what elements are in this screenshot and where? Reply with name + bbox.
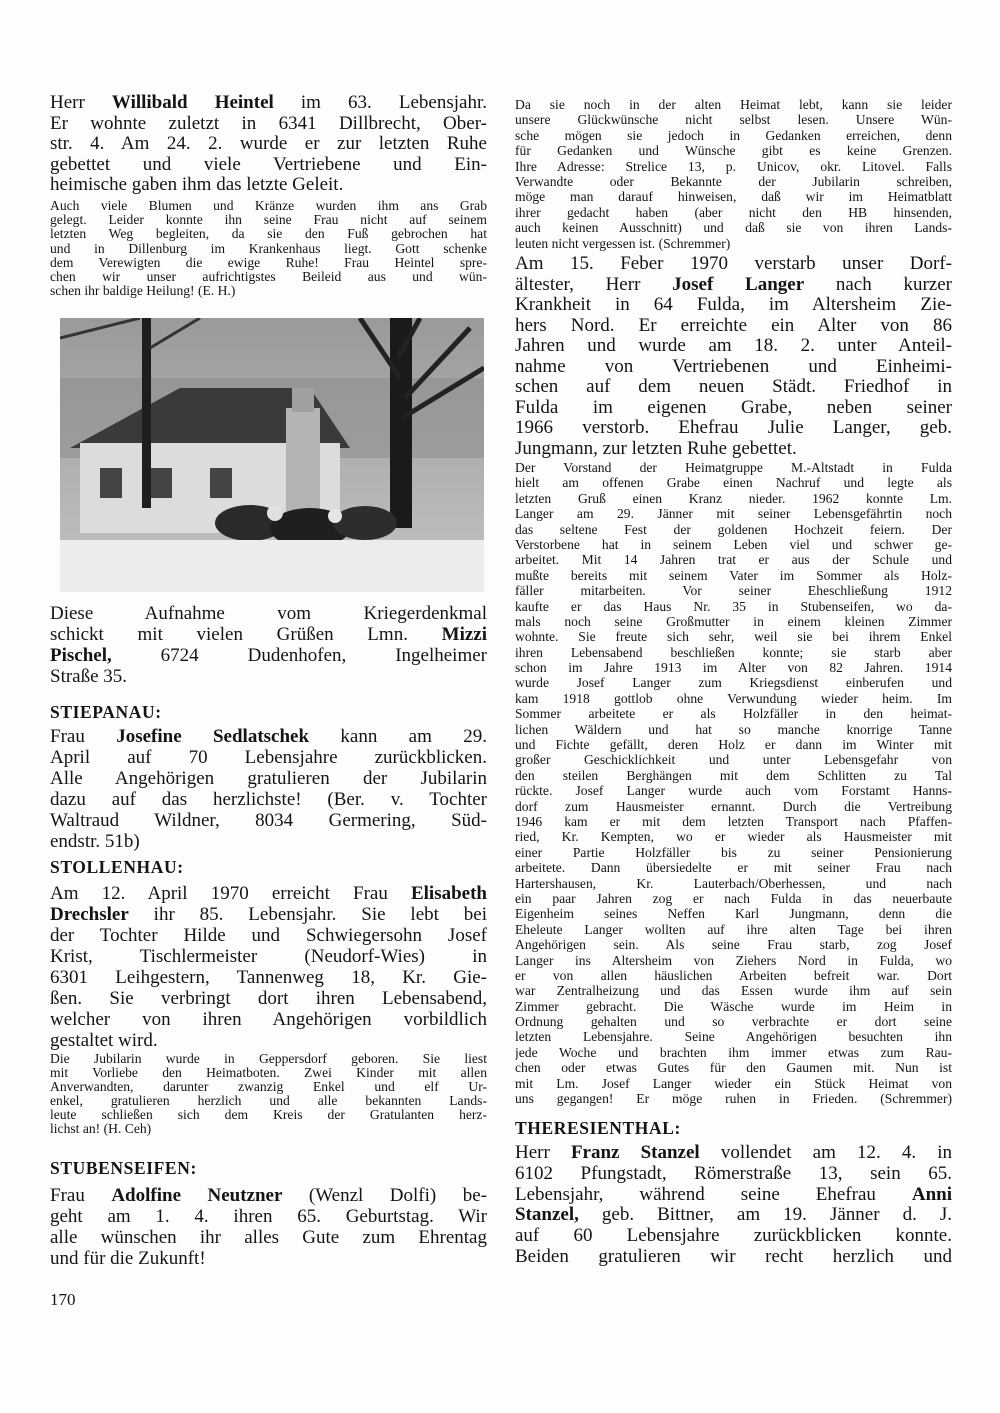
text-line: wohnte. Sie freute sich sehr, weil sie bei ihrem Enkel — [515, 629, 952, 645]
text-line: möge man darauf hinweisen, daß wir im Heimatblatt — [515, 189, 952, 205]
text-line: ßen. Sie verbringt dort ihren Lebensabend, — [50, 988, 487, 1009]
text-line: Waltraud Wildner, 8034 Germering, Süd- — [50, 810, 487, 831]
text-line: sche mögen sie jedoch in Gedanken erreichen, denn — [515, 127, 952, 143]
text-line: großer Geschicklichkeit und unter Lebensgefahr von — [515, 752, 952, 768]
bold-name: Elisabeth — [410, 883, 487, 904]
bold-name: Willibald Heintel — [111, 93, 274, 113]
text-line: ried, Kr. Kempten, wo er wieder als Hausmeister mit — [515, 829, 952, 845]
text-line: 1946 kam er mit dem letzten Transport nach Pfaffen- — [515, 813, 952, 829]
text-line: geht am 1. 4. ihren 65. Geburtstag. Wir — [50, 1206, 487, 1227]
text-line: Anverwandten, darunter zwanzig Enkel und elf Ur- — [50, 1080, 487, 1094]
text-segment: vollendet am 12. 4. in — [699, 1143, 952, 1163]
text-line: welcher von ihren Angehörigen vorbildlich — [50, 1009, 487, 1030]
text-line: mals noch seine Großmutter in einem kleinen Zimmer — [515, 613, 952, 629]
text-line: Langer ins Altersheim von Ziehers Nord in Fulda, wo — [515, 952, 952, 968]
text-segment: Lebensjahr, während seine Ehefrau — [515, 1184, 912, 1205]
para-neutzner — [50, 1185, 487, 1269]
para-langer-biography — [515, 460, 952, 1106]
text-line: leuten nicht vergessen ist. (Schremmer) — [515, 235, 731, 251]
para-jubilarin-address — [515, 97, 952, 251]
text-segment: (Wenzl Dolfi) be- — [282, 1185, 487, 1206]
text-line: auch keinen Ausschnitt) und daß sie von ihren Lands- — [515, 220, 952, 236]
text-line: auf 60 Lebensjahre zurückblicken konnte. — [515, 1226, 952, 1247]
bold-name: Josefine Sedlatschek — [116, 726, 310, 747]
text-line: Jungmann, zur letzten Ruhe gebettet. — [515, 438, 797, 459]
text-line: war Zentralheizung und das Essen wurde ihm auf sein — [515, 983, 952, 999]
text-line: leute schließen sich dem Kreis der Gratulanten herz- — [50, 1108, 487, 1122]
text-line: endstr. 51b) — [50, 831, 140, 852]
text-line: Am 15. Feber 1970 verstarb unser Dorf- — [515, 254, 952, 274]
text-line: Zimmer gebracht. Die Wäsche wurde im Heim in — [515, 998, 952, 1014]
text-line — [50, 93, 487, 114]
text-line — [50, 904, 487, 925]
text-line: lichst an! (H. Ceh) — [50, 1122, 152, 1136]
text-line: 1966 verstorb. Ehefrau Julie Langer, geb. — [515, 418, 952, 438]
text-line: fäller mitarbeiten. Vor seiner Eheschließung 1912 — [515, 583, 952, 599]
para-langer-obituary — [515, 254, 952, 459]
section-heading-stubenseifen: STUBENSEIFEN: — [50, 1158, 197, 1178]
text-line: alle wünschen ihr alles Gute zum Ehrentag — [50, 1227, 487, 1248]
text-line: uns gegangen! Er möge ruhen in Frieden. (Schremmer) — [515, 1091, 952, 1107]
text-line: Jahren und wurde am 18. 2. unter Anteil- — [515, 336, 952, 356]
text-line: ihrer gedacht haben (aber nicht den HB hinsenden, — [515, 204, 952, 220]
text-line: mußte bereits mit seinem Vater im Sommer als Holz- — [515, 567, 952, 583]
text-segment: Am 12. April 1970 erreicht Frau — [50, 883, 411, 904]
text-line: und in Dillenburg im Krankenhaus liegt. Gott schenke — [50, 241, 487, 256]
text-line: gestaltet wird. — [50, 1030, 158, 1051]
text-line: Angehörigen sein. Als seine Frau starb, zog Josef — [515, 937, 952, 953]
text-line — [515, 1143, 952, 1164]
text-line: kam 1918 gottlob ohne Verwundung wieder heim. Im — [515, 690, 952, 706]
text-segment: im 63. Lebensjahr. — [273, 93, 487, 113]
para-drechsler-details — [50, 1052, 487, 1136]
text-segment: ihr 85. Lebensjahr. Sie lebt bei — [128, 904, 487, 925]
text-line: das seltene Fest der goldenen Hochzeit feiern. Der — [515, 521, 952, 537]
text-line: der Tochter Hilde und Schwiegersohn Josef — [50, 925, 487, 946]
text-line: Da sie noch in der alten Heimat lebt, kann sie leider — [515, 97, 952, 112]
text-line — [50, 645, 487, 666]
text-line: letzten Weg begleiten, da sie den Fuß gebrochen hat — [50, 227, 487, 242]
text-line: arbeitete. Dann übersiedelte er mit seiner Frau nach — [515, 860, 952, 876]
para-sedlatschek — [50, 726, 487, 852]
text-line: schen ihr baldige Heilung! (E. H.) — [50, 284, 236, 299]
text-segment: Frau — [50, 1185, 112, 1206]
text-line: hers Nord. Er erreichte ein Alter von 86 — [515, 315, 952, 336]
text-line: Fulda im eigenen Grabe, neben seiner — [515, 397, 952, 418]
text-segment: 6724 Dudenhofen, Ingelheimer — [111, 645, 487, 666]
text-line: Verwandte oder Bekannte der Jubilarin schreiben, — [515, 173, 952, 189]
text-line: Alle Angehörigen gratulieren der Jubilarin — [50, 768, 487, 789]
bold-name: Josef Langer — [672, 274, 805, 295]
text-segment: ältester, Herr — [515, 274, 673, 295]
text-segment: Herr — [50, 93, 112, 113]
text-line: chen wir unser aufrichtigstes Beileid aus und wün- — [50, 269, 487, 284]
text-line: kaufte er das Haus Nr. 35 in Stubenseifen, wo da- — [515, 598, 952, 614]
text-line: Er wohnte zuletzt in 6341 Dillbrecht, Ober- — [50, 113, 487, 134]
text-line: den steilen Berghängen mit dem Schlitten zu Tal — [515, 767, 952, 783]
text-line — [515, 1205, 952, 1226]
bold-name: Anni — [911, 1184, 952, 1205]
bold-name: Franz Stanzel — [570, 1143, 700, 1163]
text-line: wurde Josef Langer zum Kriegsdienst einberufen und — [515, 675, 952, 691]
text-line — [515, 1185, 952, 1206]
bold-name: Drechsler — [50, 904, 129, 925]
text-segment: Herr — [515, 1143, 571, 1163]
text-line: hielt am offenen Grabe einen Nachruf und legte als — [515, 475, 952, 491]
text-line: schen auf dem neuen Städt. Friedhof in — [515, 377, 952, 397]
text-line: str. 4. Am 24. 2. wurde er zur letzten Ruhe — [50, 134, 487, 154]
text-line: heimische gaben ihm das letzte Geleit. — [50, 175, 344, 195]
text-line: einer Partie Holzfäller bis zu seiner Pensionierung — [515, 844, 952, 860]
text-line: April auf 70 Lebensjahre zurückblicken. — [50, 747, 487, 768]
text-line: letzten Gruß einen Kranz nieder. 1962 konnte Lm. — [515, 490, 952, 506]
text-line: nahme von Vertriebenen und Einheimi- — [515, 356, 952, 377]
para-stanzel — [515, 1143, 952, 1268]
text-line: und Fichte gefällt, deren Holz er dann im Winter mit — [515, 737, 952, 753]
text-segment: kann am 29. — [309, 726, 487, 747]
text-segment: geb. Bittner, am 19. Jänner d. J. — [578, 1205, 952, 1226]
text-line: Die Jubilarin wurde in Geppersdorf geboren. Sie liest — [50, 1052, 487, 1066]
text-line: mit Vorliebe den Heimatboten. Zwei Kinder mit allen — [50, 1066, 487, 1080]
text-segment: Frau — [50, 726, 117, 747]
text-line: letzten Lebensjahre. Seine Angehörigen besuchten ihn — [515, 1029, 952, 1045]
text-line: jede Woche und brachten ihm immer etwas zum Rau- — [515, 1044, 952, 1060]
text-line — [50, 624, 487, 645]
section-heading-theresienthal: THERESIENTHAL: — [515, 1118, 681, 1138]
page-number: 170 — [50, 1290, 76, 1309]
text-line: Der Vorstand der Heimatgruppe M.-Altstadt in Fulda — [515, 460, 952, 475]
text-line: Verstorbene hat in seinem Leben viel und schwer ge- — [515, 536, 952, 552]
section-heading-stiepanau: STIEPANAU: — [50, 702, 162, 722]
text-line: lichen Wäldern und hat so manche knorrige Tanne — [515, 721, 952, 737]
text-line: Diese Aufnahme vom Kriegerdenkmal — [50, 603, 487, 624]
text-line: Beiden gratulieren wir recht herzlich und — [515, 1246, 952, 1267]
text-line: Ordnung gehalten und so verbrachte er dort seine — [515, 1014, 952, 1030]
para-drechsler — [50, 883, 487, 1051]
text-line: für Gedanken und Wünsche gibt es keine Grenzen. — [515, 143, 952, 159]
text-line: mit Lm. Josef Langer wieder ein Stück Heimat von — [515, 1075, 952, 1091]
text-line: ihren Lebensabend beschließen konnte; sie starb aber — [515, 644, 952, 660]
text-line: Straße 35. — [50, 666, 128, 687]
text-line: 6301 Leihgestern, Tannenweg 18, Kr. Gie- — [50, 967, 487, 988]
photo-caption — [50, 603, 487, 687]
text-line: gelegt. Leider konnte ihn seine Frau nicht auf seinem — [50, 213, 487, 228]
text-line: Eigenheim seines Neffen Karl Jungmann, denn die — [515, 906, 952, 922]
text-line: Auch viele Blumen und Kränze wurden ihm ans Grab — [50, 199, 487, 213]
text-line — [50, 1185, 487, 1206]
section-heading-stollenhau: STOLLENHAU: — [50, 857, 184, 877]
text-line: dem Verewigten die ewige Ruhe! Frau Heintel spre- — [50, 255, 487, 270]
text-line: Sommer arbeitete er als Holzfäller in den heimat- — [515, 706, 952, 722]
text-line: Ihre Adresse: Strelice 13, p. Unicov, okr. Litovel. Falls — [515, 158, 952, 174]
text-line: ein paar Jahren zog er nach Fulda in das neuerbaute — [515, 890, 952, 906]
text-line: schon im Jahre 1913 im Alter von 82 Jahren. 1914 — [515, 660, 952, 676]
text-line: er von allen häuslichen Arbeiten befreit war. Dort — [515, 967, 952, 983]
bold-name: Adolfine Neutzner — [111, 1185, 283, 1206]
text-line — [50, 726, 487, 747]
text-line: 6102 Pfungstadt, Römerstraße 13, sein 65. — [515, 1163, 952, 1184]
text-line: Langer am 29. Jänner mit seiner Lebensgefährtin noch — [515, 506, 952, 522]
text-line: gebettet und viele Vertriebene und Ein- — [50, 154, 487, 175]
text-line: rückte. Josef Langer wurde auch vom Forstamt Hanns- — [515, 783, 952, 799]
text-line: enkel, gratulieren herzlich und alle bekannten Lands- — [50, 1094, 487, 1108]
text-segment: schickt mit vielen Grüßen Lmn. — [50, 624, 442, 645]
text-line: arbeitet. Mit 14 Jahren trat er aus der Schule und — [515, 552, 952, 568]
text-line: und für die Zukunft! — [50, 1248, 206, 1269]
text-line: Eheleute Langer wollten auf ihre alten Tage bei ihren — [515, 921, 952, 937]
war-memorial-photo — [60, 318, 484, 592]
text-line: chen oder etwas Gutes für den Gaumen mit. Nun ist — [515, 1060, 952, 1076]
para-heintel-obituary — [50, 93, 487, 196]
text-line — [50, 883, 487, 904]
text-line: unsere Glückwünsche nicht selbst lesen. Unsere Wün- — [515, 112, 952, 128]
text-line: Hartershausen, Kr. Lauterbach/Oberhessen, und nach — [515, 875, 952, 891]
bold-name: Pischel, — [50, 645, 112, 666]
bold-name: Stanzel, — [515, 1205, 579, 1226]
para-heintel-details — [50, 199, 487, 298]
text-line: Krist, Tischlermeister (Neudorf-Wies) in — [50, 946, 487, 967]
text-segment: nach kurzer — [804, 274, 952, 295]
bold-name: Mizzi — [441, 624, 487, 645]
text-line: dazu auf das herzlichste! (Ber. v. Tochter — [50, 789, 487, 810]
text-line: Krankheit in 64 Fulda, im Altersheim Zie- — [515, 295, 952, 315]
text-line — [515, 275, 952, 296]
text-line: dorf zum Hausmeister ernannt. Durch die Vertreibung — [515, 798, 952, 814]
